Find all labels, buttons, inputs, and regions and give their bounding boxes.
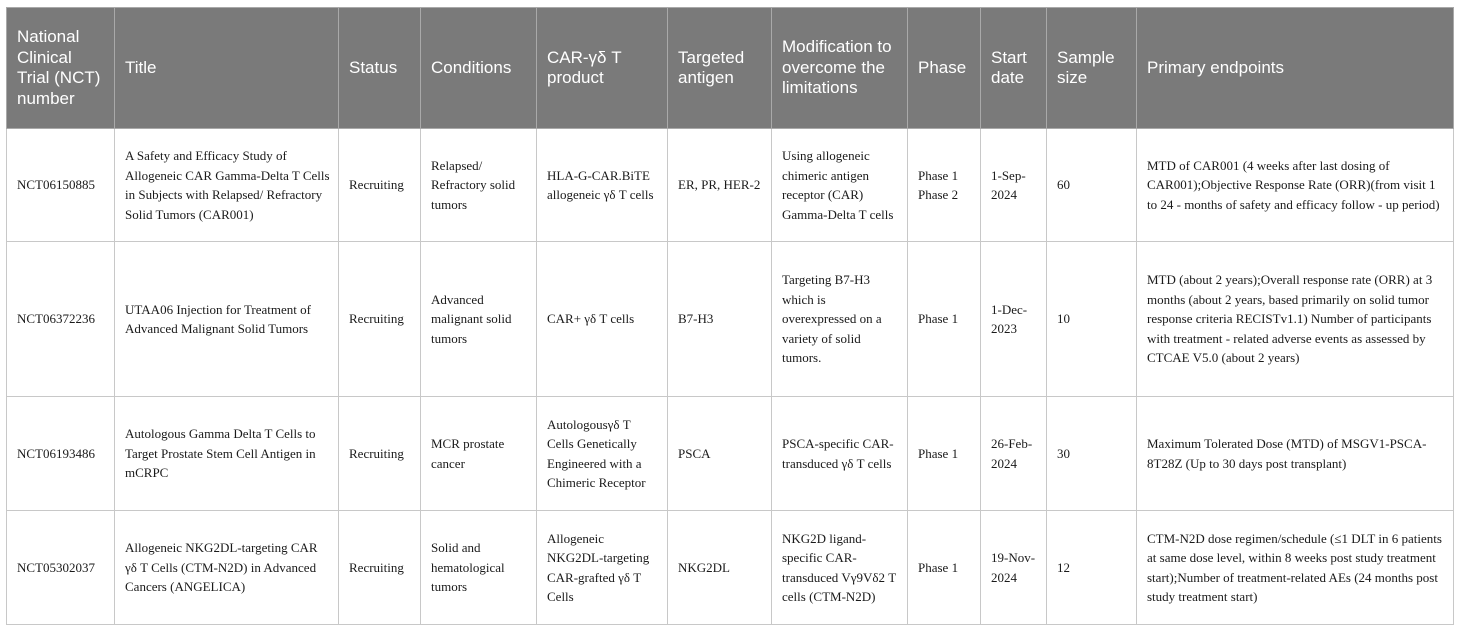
cell-start-date: 1-Dec-2023 bbox=[981, 242, 1047, 397]
header-title: Title bbox=[115, 8, 339, 129]
cell-endpoints: MTD (about 2 years);Overall response rate (ORR) at 3 months (about 2 years, based primarily on solid tumor response criteria RECISTv1.1) Number of participants with treatment - related adverse events as assessed by CTCAE V5.0 (about 2 years) bbox=[1137, 242, 1454, 397]
cell-sample-size: 60 bbox=[1047, 129, 1137, 242]
header-product: CAR-γδ T product bbox=[537, 8, 668, 129]
header-conditions: Conditions bbox=[421, 8, 537, 129]
header-start-date: Start date bbox=[981, 8, 1047, 129]
cell-modification: NKG2D ligand-specific CAR-transduced Vγ9Vδ2 T cells (CTM-N2D) bbox=[772, 511, 908, 625]
cell-antigen: ER, PR, HER-2 bbox=[668, 129, 772, 242]
cell-product: Autologousγδ T Cells Genetically Engineered with a Chimeric Receptor bbox=[537, 397, 668, 511]
cell-nct: NCT06193486 bbox=[7, 397, 115, 511]
cell-status: Recruiting bbox=[339, 397, 421, 511]
cell-endpoints: Maximum Tolerated Dose (MTD) of MSGV1-PSCA-8T28Z (Up to 30 days post transplant) bbox=[1137, 397, 1454, 511]
cell-antigen: NKG2DL bbox=[668, 511, 772, 625]
cell-endpoints: CTM-N2D dose regimen/schedule (≤1 DLT in 6 patients at same dose level, within 8 weeks post study treatment start);Number of treatment-related AEs (24 months post study treatment start) bbox=[1137, 511, 1454, 625]
cell-phase: Phase 1 bbox=[908, 511, 981, 625]
header-sample-size: Sample size bbox=[1047, 8, 1137, 129]
cell-status: Recruiting bbox=[339, 511, 421, 625]
cell-status: Recruiting bbox=[339, 129, 421, 242]
cell-product: HLA-G-CAR.BiTE allogeneic γδ T cells bbox=[537, 129, 668, 242]
cell-conditions: Solid and hematological tumors bbox=[421, 511, 537, 625]
cell-start-date: 1-Sep-2024 bbox=[981, 129, 1047, 242]
cell-sample-size: 12 bbox=[1047, 511, 1137, 625]
cell-sample-size: 10 bbox=[1047, 242, 1137, 397]
cell-conditions: MCR prostate cancer bbox=[421, 397, 537, 511]
cell-endpoints: MTD of CAR001 (4 weeks after last dosing of CAR001);Objective Response Rate (ORR)(from visit 1 to 24 - months of safety and efficacy follow - up period) bbox=[1137, 129, 1454, 242]
cell-antigen: PSCA bbox=[668, 397, 772, 511]
cell-start-date: 26-Feb-2024 bbox=[981, 397, 1047, 511]
cell-title: A Safety and Efficacy Study of Allogeneic CAR Gamma-Delta T Cells in Subjects with Relapsed/ Refractory Solid Tumors (CAR001) bbox=[115, 129, 339, 242]
header-primary-endpoints: Primary endpoints bbox=[1137, 8, 1454, 129]
cell-phase: Phase 1 Phase 2 bbox=[908, 129, 981, 242]
header-targeted-antigen: Targeted antigen bbox=[668, 8, 772, 129]
header-phase: Phase bbox=[908, 8, 981, 129]
cell-status: Recruiting bbox=[339, 242, 421, 397]
cell-nct: NCT06150885 bbox=[7, 129, 115, 242]
cell-title: Allogeneic NKG2DL-targeting CAR γδ T Cells (CTM-N2D) in Advanced Cancers (ANGELICA) bbox=[115, 511, 339, 625]
table-row bbox=[7, 397, 1454, 511]
header-modification: Modification to overcome the limitations bbox=[772, 8, 908, 129]
table-row bbox=[7, 129, 1454, 242]
cell-nct: NCT06372236 bbox=[7, 242, 115, 397]
cell-modification: PSCA-specific CAR-transduced γδ T cells bbox=[772, 397, 908, 511]
cell-conditions: Relapsed/ Refractory solid tumors bbox=[421, 129, 537, 242]
table-row bbox=[7, 242, 1454, 397]
cell-title: UTAA06 Injection for Treatment of Advanced Malignant Solid Tumors bbox=[115, 242, 339, 397]
cell-title: Autologous Gamma Delta T Cells to Target Prostate Stem Cell Antigen in mCRPC bbox=[115, 397, 339, 511]
cell-conditions: Advanced malignant solid tumors bbox=[421, 242, 537, 397]
cell-product: CAR+ γδ T cells bbox=[537, 242, 668, 397]
cell-modification: Using allogeneic chimeric antigen receptor (CAR) Gamma-Delta T cells bbox=[772, 129, 908, 242]
clinical-trials-table bbox=[6, 7, 1454, 625]
cell-modification: Targeting B7-H3 which is overexpressed on a variety of solid tumors. bbox=[772, 242, 908, 397]
cell-antigen: B7-H3 bbox=[668, 242, 772, 397]
header-nct-number: National Clinical Trial (NCT) number bbox=[7, 8, 115, 129]
cell-sample-size: 30 bbox=[1047, 397, 1137, 511]
cell-nct: NCT05302037 bbox=[7, 511, 115, 625]
cell-product: Allogeneic NKG2DL-targeting CAR-grafted γδ T Cells bbox=[537, 511, 668, 625]
header-row bbox=[7, 8, 1454, 129]
cell-phase: Phase 1 bbox=[908, 242, 981, 397]
cell-start-date: 19-Nov-2024 bbox=[981, 511, 1047, 625]
header-status: Status bbox=[339, 8, 421, 129]
cell-phase: Phase 1 bbox=[908, 397, 981, 511]
table-row bbox=[7, 511, 1454, 625]
